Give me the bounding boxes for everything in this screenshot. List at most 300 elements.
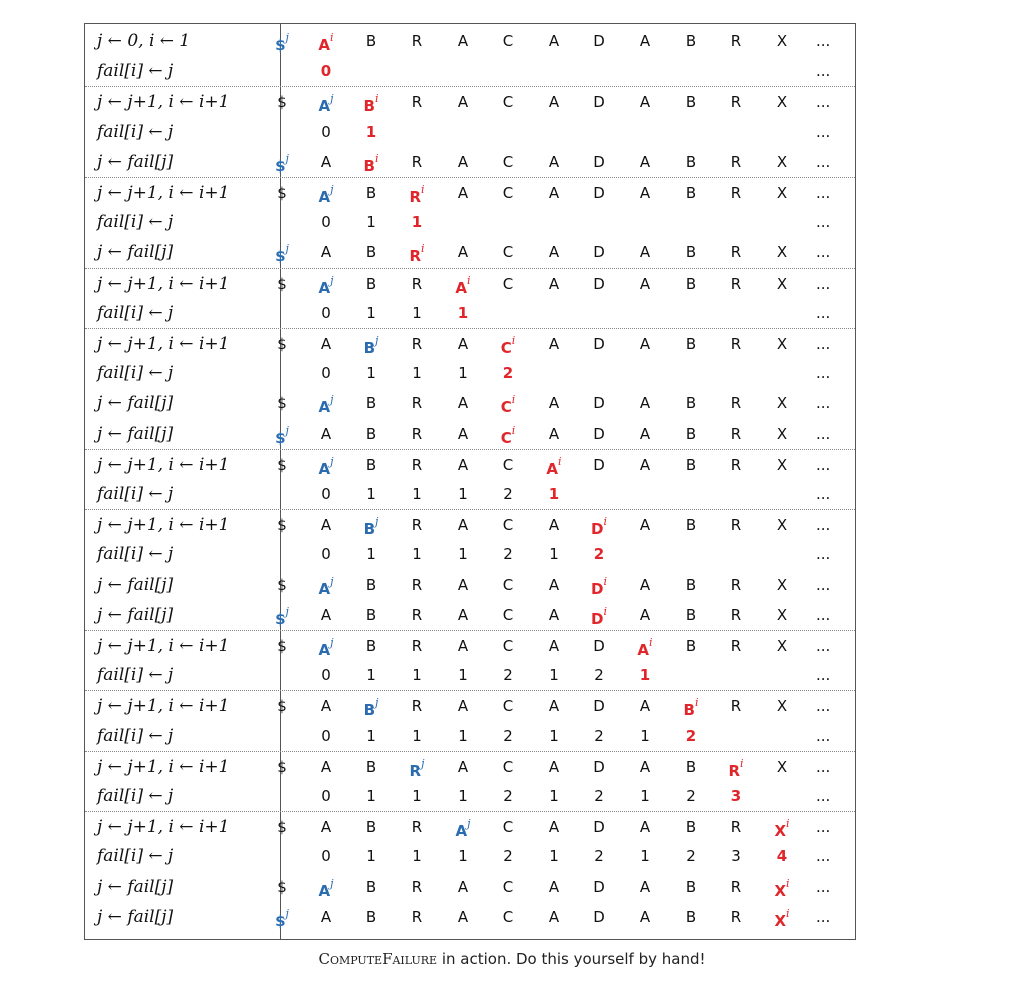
text-char: A — [548, 877, 560, 896]
text-char: A — [457, 605, 469, 624]
text-char: A — [639, 455, 651, 474]
fail-row — [85, 117, 855, 147]
fail-row — [85, 298, 855, 328]
ellipsis: ... — [816, 666, 831, 685]
i-pointer-char: $D^i$ — [591, 515, 607, 539]
fail-value: 0 — [321, 726, 331, 745]
text-row — [85, 872, 855, 902]
new-fail-value: 1 — [411, 213, 423, 232]
text-char: R — [730, 93, 742, 112]
text-char: A — [320, 757, 332, 776]
ellipsis: ... — [816, 364, 831, 383]
text-char: X — [776, 455, 788, 474]
text-char: C — [502, 637, 514, 655]
step-label: fail[i] ← j — [97, 665, 174, 686]
text-char: $ — [277, 274, 287, 293]
text-char: A — [320, 818, 332, 837]
fail-value: 2 — [503, 666, 513, 685]
fail-row — [85, 358, 855, 388]
text-char: C — [502, 907, 514, 926]
text-char: A — [320, 697, 332, 716]
ellipsis: ... — [816, 335, 831, 353]
text-char: B — [365, 243, 377, 262]
step-label: j ← j+1, i ← i+1 — [97, 92, 230, 113]
ellipsis: ... — [816, 605, 831, 624]
text-char: A — [457, 757, 469, 776]
fail-value: 1 — [458, 545, 468, 564]
text-row — [85, 26, 855, 56]
text-char: R — [730, 818, 742, 837]
caption-algorithm-name: ComputeFailure — [318, 950, 438, 968]
text-char: X — [776, 243, 788, 262]
j-pointer-char: $A^j$ — [455, 817, 471, 841]
fail-value: 1 — [640, 847, 650, 866]
text-char: $ — [277, 877, 287, 896]
fail-row — [85, 479, 855, 509]
fail-value: 1 — [366, 726, 376, 745]
text-row — [85, 600, 855, 630]
fail-row — [85, 539, 855, 569]
fail-value: 1 — [412, 485, 422, 503]
ellipsis: ... — [816, 455, 831, 474]
fail-value: 0 — [321, 545, 331, 564]
text-char: $ — [277, 184, 287, 202]
ellipsis: ... — [816, 516, 831, 535]
fail-value: 1 — [458, 726, 468, 745]
ellipsis: ... — [816, 575, 831, 594]
text-char: B — [365, 455, 377, 474]
fail-value: 1 — [366, 847, 376, 866]
fail-row — [85, 841, 855, 871]
text-char: A — [548, 575, 560, 594]
text-char: C — [502, 274, 514, 293]
text-char: R — [411, 907, 423, 926]
text-char: B — [365, 757, 377, 776]
text-char: $ — [277, 818, 287, 837]
text-char: A — [639, 697, 651, 716]
ellipsis: ... — [816, 726, 831, 745]
text-char: D — [593, 335, 605, 353]
text-char: D — [593, 184, 605, 202]
ellipsis: ... — [816, 424, 831, 443]
step-label: fail[i] ← j — [97, 846, 174, 867]
text-char: $ — [277, 335, 287, 353]
text-char: A — [457, 394, 469, 413]
new-fail-value: 1 — [639, 666, 651, 685]
text-char: R — [730, 152, 742, 171]
fail-value: 1 — [640, 787, 650, 805]
text-char: B — [685, 455, 697, 474]
fail-value: 1 — [412, 364, 422, 383]
text-char: A — [639, 335, 651, 353]
text-row — [85, 902, 855, 932]
text-char: X — [776, 575, 788, 594]
text-char: C — [502, 818, 514, 837]
text-char: R — [730, 637, 742, 655]
i-pointer-char: $X^i$ — [774, 906, 790, 930]
fail-row — [85, 207, 855, 237]
new-fail-value: 1 — [457, 303, 469, 322]
text-row — [85, 570, 855, 600]
step-label: j ← fail[j] — [97, 151, 174, 172]
fail-value: 1 — [458, 666, 468, 685]
fail-row — [85, 660, 855, 690]
text-char: A — [548, 32, 560, 50]
i-pointer-char: $B^i$ — [363, 151, 379, 175]
step-label: fail[i] ← j — [97, 725, 174, 746]
caption-text: in action. Do this yourself by hand! — [437, 950, 706, 968]
text-char: A — [457, 424, 469, 443]
text-char: A — [548, 243, 560, 262]
new-fail-value: 1 — [365, 122, 377, 141]
text-char: X — [776, 605, 788, 624]
text-char: R — [411, 455, 423, 474]
fail-value: 0 — [321, 213, 331, 232]
text-char: R — [411, 152, 423, 171]
text-char: A — [457, 184, 469, 202]
text-char: B — [685, 877, 697, 896]
ellipsis: ... — [816, 32, 831, 50]
ellipsis: ... — [816, 122, 831, 141]
text-char: B — [685, 184, 697, 202]
j-pointer-char: $A^j$ — [318, 393, 334, 417]
step-label: j ← j+1, i ← i+1 — [97, 183, 230, 203]
text-char: B — [365, 394, 377, 413]
text-char: R — [411, 697, 423, 716]
text-char: R — [411, 516, 423, 535]
i-pointer-char: $R^i$ — [409, 242, 425, 266]
i-pointer-char: $A^i$ — [637, 636, 653, 659]
fail-value: 2 — [594, 666, 604, 685]
text-char: A — [548, 335, 560, 353]
text-char: B — [685, 152, 697, 171]
text-char: B — [685, 516, 697, 535]
text-char: A — [639, 32, 651, 50]
fail-value: 0 — [321, 847, 331, 866]
fail-value: 1 — [549, 545, 559, 564]
fail-value: 2 — [686, 787, 696, 805]
text-char: X — [776, 274, 788, 293]
i-pointer-char: $A^i$ — [546, 454, 562, 478]
fail-value: 0 — [321, 122, 331, 141]
text-char: B — [685, 605, 697, 624]
i-pointer-char: $A^i$ — [318, 31, 334, 54]
text-char: R — [411, 394, 423, 413]
text-char: C — [502, 32, 514, 50]
ellipsis: ... — [816, 485, 831, 503]
j-pointer-char: \$$^j$ — [275, 31, 289, 54]
text-char: C — [502, 516, 514, 535]
text-char: D — [593, 274, 605, 293]
text-char: C — [502, 184, 514, 202]
ellipsis: ... — [816, 757, 831, 776]
j-pointer-char: $A^j$ — [318, 273, 334, 297]
text-char: A — [548, 274, 560, 293]
text-char: A — [457, 575, 469, 594]
text-char: B — [685, 274, 697, 293]
fail-value: 1 — [412, 303, 422, 322]
text-char: X — [776, 93, 788, 112]
i-pointer-char: $C^i$ — [500, 393, 516, 417]
i-pointer-char: $C^i$ — [500, 334, 516, 357]
text-char: C — [502, 455, 514, 474]
text-char: A — [639, 818, 651, 837]
fail-value: 2 — [503, 847, 513, 866]
text-char: A — [320, 907, 332, 926]
text-char: B — [685, 243, 697, 262]
i-pointer-char: $B^i$ — [363, 92, 379, 116]
text-char: B — [365, 907, 377, 926]
step-label: fail[i] ← j — [97, 212, 174, 233]
text-char: A — [548, 516, 560, 535]
text-char: A — [639, 394, 651, 413]
text-char: $ — [277, 93, 287, 112]
text-char: A — [457, 243, 469, 262]
fail-value: 1 — [366, 485, 376, 503]
fail-value: 1 — [366, 666, 376, 685]
text-char: A — [548, 697, 560, 716]
text-char: R — [730, 274, 742, 293]
text-char: A — [548, 394, 560, 413]
text-char: R — [411, 335, 423, 353]
text-char: D — [593, 637, 605, 655]
text-char: R — [730, 605, 742, 624]
fail-value: 1 — [412, 787, 422, 805]
new-fail-value: 0 — [320, 62, 332, 81]
text-char: B — [685, 818, 697, 837]
fail-value: 1 — [458, 364, 468, 383]
text-row — [85, 690, 855, 721]
text-char: A — [639, 757, 651, 776]
text-char: A — [639, 575, 651, 594]
j-pointer-char: $A^j$ — [318, 636, 334, 659]
text-char: A — [548, 637, 560, 655]
text-char: $ — [277, 575, 287, 594]
text-char: R — [730, 32, 742, 50]
text-char: A — [639, 184, 651, 202]
new-fail-value: 3 — [730, 787, 742, 805]
text-row — [85, 388, 855, 418]
ellipsis: ... — [816, 637, 831, 655]
i-pointer-char: $D^i$ — [591, 604, 607, 628]
step-label: j ← j+1, i ← i+1 — [97, 696, 230, 717]
step-label: j ← j+1, i ← i+1 — [97, 454, 230, 475]
text-char: A — [457, 637, 469, 655]
ellipsis: ... — [816, 274, 831, 293]
step-label: j ← fail[j] — [97, 876, 174, 897]
text-row — [85, 147, 855, 177]
text-char: A — [457, 697, 469, 716]
text-char: R — [730, 335, 742, 353]
step-label: j ← j+1, i ← i+1 — [97, 817, 230, 838]
text-char: D — [593, 455, 605, 474]
text-char: B — [685, 394, 697, 413]
i-pointer-char: $D^i$ — [591, 574, 607, 598]
text-char: X — [776, 335, 788, 353]
new-fail-value: 4 — [776, 847, 788, 866]
ellipsis: ... — [816, 877, 831, 896]
step-label: j ← j+1, i ← i+1 — [97, 273, 230, 294]
text-char: R — [730, 516, 742, 535]
text-char: A — [548, 605, 560, 624]
text-char: R — [730, 575, 742, 594]
text-char: A — [639, 877, 651, 896]
text-char: C — [502, 152, 514, 171]
fail-value: 2 — [503, 545, 513, 564]
text-char: D — [593, 93, 605, 112]
text-char: B — [365, 818, 377, 837]
text-char: R — [411, 637, 423, 655]
text-char: B — [685, 575, 697, 594]
j-pointer-char: $A^j$ — [318, 92, 334, 116]
i-pointer-char: $X^i$ — [774, 876, 790, 900]
step-label: fail[i] ← j — [97, 786, 174, 806]
fail-value: 1 — [549, 666, 559, 685]
step-label: j ← fail[j] — [97, 604, 174, 625]
text-char: R — [730, 697, 742, 716]
text-char: $ — [277, 637, 287, 655]
fail-value: 1 — [412, 847, 422, 866]
text-row — [85, 811, 855, 842]
j-pointer-char: $R^j$ — [409, 756, 425, 780]
ellipsis: ... — [816, 213, 831, 232]
text-char: A — [639, 243, 651, 262]
fail-row — [85, 781, 855, 811]
fail-value: 2 — [503, 787, 513, 805]
ellipsis: ... — [816, 818, 831, 837]
fail-value: 1 — [366, 213, 376, 232]
ellipsis: ... — [816, 303, 831, 322]
text-char: A — [639, 424, 651, 443]
i-pointer-char: $A^i$ — [455, 273, 471, 297]
text-char: D — [593, 243, 605, 262]
text-char: A — [320, 335, 332, 353]
fail-value: 1 — [458, 485, 468, 503]
j-pointer-char: $B^j$ — [363, 696, 379, 720]
text-char: A — [320, 243, 332, 262]
text-char: A — [639, 605, 651, 624]
fail-value: 2 — [503, 726, 513, 745]
text-char: C — [502, 243, 514, 262]
text-char: A — [457, 93, 469, 112]
fail-value: 1 — [458, 787, 468, 805]
fail-value: 1 — [412, 666, 422, 685]
text-char: R — [730, 394, 742, 413]
text-char: R — [411, 605, 423, 624]
j-pointer-char: \$$^j$ — [275, 604, 289, 628]
text-char: C — [502, 697, 514, 716]
text-char: R — [730, 184, 742, 202]
step-label: j ← fail[j] — [97, 574, 174, 595]
text-char: A — [639, 907, 651, 926]
figure-caption — [0, 950, 1024, 968]
text-char: B — [685, 93, 697, 112]
fail-value: 1 — [366, 364, 376, 383]
i-pointer-char: $R^i$ — [409, 183, 425, 206]
text-char: D — [593, 424, 605, 443]
fail-value: 0 — [321, 364, 331, 383]
text-char: D — [593, 757, 605, 776]
fail-value: 0 — [321, 666, 331, 685]
text-char: A — [320, 152, 332, 171]
new-fail-value: 1 — [548, 485, 560, 503]
step-label: fail[i] ← j — [97, 484, 174, 504]
step-label: fail[i] ← j — [97, 544, 174, 565]
j-pointer-char: $A^j$ — [318, 183, 334, 206]
i-pointer-char: $B^i$ — [683, 696, 699, 720]
text-char: A — [320, 424, 332, 443]
text-char: A — [639, 93, 651, 112]
fail-value: 1 — [366, 545, 376, 564]
text-char: X — [776, 516, 788, 535]
text-char: R — [730, 907, 742, 926]
text-char: B — [685, 637, 697, 655]
j-pointer-char: \$$^j$ — [275, 151, 289, 175]
text-char: X — [776, 697, 788, 716]
text-char: A — [548, 93, 560, 112]
step-label: j ← j+1, i ← i+1 — [97, 636, 230, 656]
fail-row — [85, 721, 855, 751]
text-char: X — [776, 757, 788, 776]
text-char: X — [776, 32, 788, 50]
text-char: R — [730, 424, 742, 443]
ellipsis: ... — [816, 907, 831, 926]
step-label: fail[i] ← j — [97, 302, 174, 323]
fail-value: 1 — [412, 545, 422, 564]
text-char: A — [548, 424, 560, 443]
fail-value: 2 — [503, 485, 513, 503]
text-char: A — [457, 152, 469, 171]
text-char: A — [639, 516, 651, 535]
text-char: $ — [277, 394, 287, 413]
text-char: D — [593, 818, 605, 837]
ellipsis: ... — [816, 184, 831, 202]
j-pointer-char: \$$^j$ — [275, 242, 289, 266]
text-row — [85, 419, 855, 449]
fail-value: 0 — [321, 787, 331, 805]
step-label: fail[i] ← j — [97, 363, 174, 384]
text-row — [85, 268, 855, 299]
step-label: j ← j+1, i ← i+1 — [97, 334, 230, 354]
text-char: X — [776, 424, 788, 443]
step-label: j ← 0, i ← 1 — [97, 31, 191, 51]
text-row — [85, 751, 855, 782]
text-char: B — [365, 424, 377, 443]
text-char: $ — [277, 757, 287, 776]
step-label: j ← fail[j] — [97, 906, 174, 927]
text-char: D — [593, 394, 605, 413]
step-label: j ← fail[j] — [97, 242, 174, 263]
fail-value: 1 — [366, 787, 376, 805]
fail-value: 0 — [321, 485, 331, 503]
text-char: C — [502, 575, 514, 594]
text-char: A — [548, 907, 560, 926]
text-char: A — [457, 516, 469, 535]
text-char: R — [411, 93, 423, 112]
text-char: X — [776, 184, 788, 202]
text-char: A — [548, 152, 560, 171]
text-char: D — [593, 877, 605, 896]
step-label: fail[i] ← j — [97, 121, 174, 142]
text-char: R — [411, 274, 423, 293]
step-label: j ← fail[j] — [97, 423, 174, 444]
text-char: X — [776, 637, 788, 655]
step-label: j ← fail[j] — [97, 393, 174, 414]
fail-value: 3 — [731, 847, 741, 866]
j-pointer-char: $B^j$ — [363, 334, 379, 357]
ellipsis: ... — [816, 152, 831, 171]
text-char: A — [457, 907, 469, 926]
